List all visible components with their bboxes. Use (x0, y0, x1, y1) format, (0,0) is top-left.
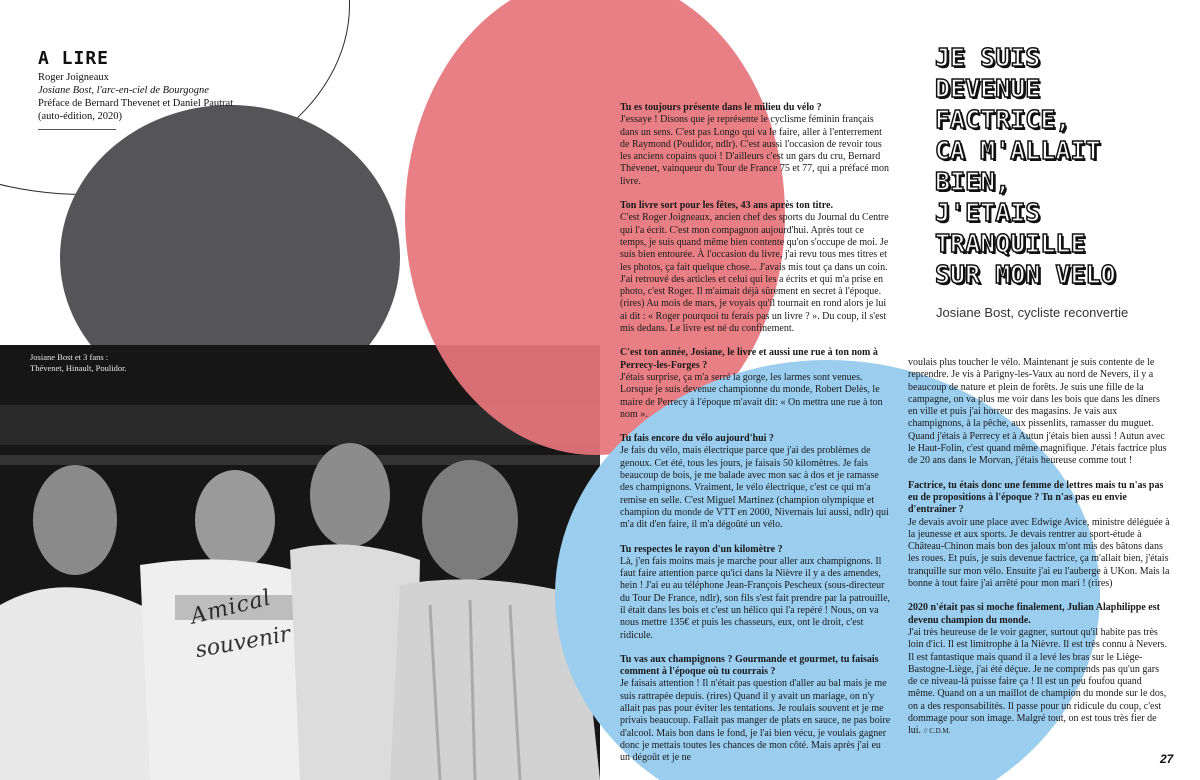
interview-question: Ton livre sort pour les fêtes, 43 ans après ton titre. (620, 200, 833, 212)
pull-quote-line: J'ETAIS (935, 198, 1041, 227)
photo-caption (30, 352, 180, 374)
pull-quote-line: FACTRICE, (935, 105, 1071, 134)
interview-column-right (908, 357, 1170, 750)
author-signoff: // C.D.M. (923, 727, 951, 736)
interview-answer: C'est Roger Joigneaux, ancien chef des sports du Journal du Centre qui l'a écrit. C'est mon compagnon aujourd'hui. Après tout ce temps, je suis quand même bien contente qu'on s'occupe de moi. Je suis bien entourée. À l'occasion du livre, j'ai revu tous mes titres et les photos, ça fait quelque chose... J'avais mis tout ça dans un coin. J'ai retrouvé des articles et celui qui les a écrits et qui m'a prise en photo, c'est Roger. Il m'aimait déjà sûrement en secret à l'époque. (rires) Au mois de mars, je voyais qu'il tournait en rond alors je lui ai dit : « Roger pourquoi tu ferais pas un livre ? ». Du coup, il s'est mis dedans. Le livre est né du confinement. (620, 212, 889, 335)
interview-question: Tu respectes le rayon d'un kilomètre ? (620, 543, 783, 555)
autograph-signature: souvenir (193, 621, 293, 664)
pull-quote-line: BIEN, (935, 167, 1011, 196)
interview-question: Tu fais encore du vélo aujourd'hui ? (620, 433, 774, 445)
pull-quote-line: JE SUIS (935, 43, 1041, 72)
page-number: 27 (1160, 752, 1174, 766)
interview-column-left (620, 102, 892, 777)
book-author: Roger Joigneaux (38, 72, 109, 83)
interview-answer: J'ai très heureuse de le voir gagner, surtout qu'il habite pas très loin d'ici. Il est limitrophe à la Nièvre. Il est très connu à Nevers. Il est fantastique mais quand il a levé les bras sur le Liège-Bastogne-Liège, j'ai été déçue. Je ne comprends pas qu'un gars de ce niveau-là puisse faire ça ! Il est un peu foufou quand même. Quand on a un maillot de champion du monde sur le dos, on a des responsabilités. Il passe pour un ridicule du coup, c'est dommage pour son image. Malgré tout, on est tous très fier de lui. (908, 626, 1167, 737)
photo-caption-line: Thévenet, Hinault, Poulidor. (30, 363, 127, 373)
pull-quote-line: SUR MON VELO (935, 260, 1116, 289)
pull-quote-line: DEVENUE (935, 74, 1041, 103)
quote-attribution: Josiane Bost, cycliste reconvertie (936, 305, 1129, 320)
reading-box (38, 48, 258, 130)
pull-quote-line: CA M'ALLAIT (935, 136, 1101, 165)
interview-question: C'est ton année, Josiane, le livre et aussi une rue à ton nom à Perrecy-les-Forges ? (620, 347, 878, 371)
interview-answer: voulais plus toucher le vélo. Maintenant je suis contente de le reprendre. Je vis à Parigny-les-Vaux au nord de Nevers, il y a beaucoup de nature et plein de forêts. Je suis une fille de la campagne, on va plus me voir dans les bois que dans les dîners en ville et puis j'ai horreur des magasins. Je vais aux champignons, à la pêche, aux pissenlits, ramasser du muguet. Quand j'étais à Perrecy et à Autun j'étais bien aussi ! Autun avec le Haut-Folin, c'est quand même magnifique. J'étais factrice plus de 20 ans dans le Morvan, j'étais heureuse comme tout ! (908, 357, 1167, 467)
book-preface: Préface de Bernard Thevenet et Daniel Pautrat (38, 98, 234, 109)
interview-question: Tu es toujours présente dans le milieu du vélo ? (620, 102, 822, 113)
interview-answer: Je fais du vélo, mais électrique parce que j'ai des problèmes de genoux. Cet été, tous les jours, je faisais 50 kilomètres. Je fais beaucoup de bois, je me balade avec mon sac à dos et je ramasse des champignons. Vraiment, le vélo électrique, c'est ce qui m'a remise en selle. C'est Miguel Martinez (champion olympique et champion du monde de VTT en 2000, Nivernais lui aussi, ndlr) qui m'a dit d'en faire, il m'a dégoûté un vélo. (620, 445, 889, 531)
photo-caption-line: Josiane Bost et 3 fans : (30, 352, 109, 362)
interview-answer: Je faisais attention ! Il n'était pas question d'aller au bal mais je me suis rattrapée depuis. (rires) Quand il y avait un mariage, on n'y allait pas pas pour éviter les tentations. Je roulais souvent et je me privais beaucoup. Fallait pas manger de plats en sauce, ne pas boire d'alcool. Mais bon dans le fond, je l'ai bien vécu, je voulais gagner donc je mettais toutes les chances de mon côté. Mais après j'ai eu un dégoût et je ne (620, 678, 891, 764)
pull-quote-line: TRANQUILLE (935, 229, 1086, 258)
interview-question: Factrice, tu étais donc une femme de lettres mais tu n'as pas eu de propositions à l'époque ? Tu n'as pas eu envie d'entraîner ? (908, 479, 1164, 516)
interview-answer: Là, j'en fais moins mais je marche pour aller aux champignons. Il faut faire attention parce qu'ici dans la Nièvre il y a des amendes, hein ! J'ai eu au téléphone Jean-François Pescheux (sous-directeur du Tour De France, ndlr), son fils s'est fait prendre par la patrouille, il était dans les bois et c'est un hélico qui l'a repéré ! Nous, on va nous mettre 135€ et puis les chasseurs, eux, ont le droit, c'est ridicule. (620, 555, 891, 641)
interview-answer: J'essaye ! Disons que je représente le cyclisme féminin français dans un sens. C'est pas Longo qui va le faire, aller à l'enterrement de Raymond (Poulidor, ndlr). C'est aussi l'occasion de revoir tous les anciens copains quoi ! D'ailleurs c'est un gars du cru, Bernard Thévenet, vainqueur du Tour de France 75 et 77, qui a préfacé mon livre. (620, 114, 890, 187)
divider (38, 129, 116, 130)
autograph-signature: Amical (188, 585, 275, 630)
interview-answer: J'étais surprise, ça m'a serré la gorge, les larmes sont venues. Lorsque je suis devenue championne du monde, Robert Delès, le maire de Perrecy à l'époque m'avait dit: « On mettra une rue à ton nom ». (620, 371, 883, 420)
book-edition: (auto-édition, 2020) (38, 111, 122, 122)
interview-question: Tu vas aux champignons ? Gourmande et gourmet, tu faisais comment à l'époque où tu courrais ? (620, 653, 879, 678)
pull-quote (935, 42, 1185, 290)
interview-question: 2020 n'était pas si moche finalement, Julian Alaphilippe est devenu champion du monde. (908, 602, 1160, 626)
interview-answer: Je devais avoir une place avec Edwige Avice, ministre déléguée à la jeunesse et aux sports. Je devais rentrer au sport-étude à Château-Chinon mais bon des jaloux m'ont mis des bâtons dans les roues. Et puis, je suis devenue factrice, ça m'allait bien, j'étais tranquille sur mon vélo. Ensuite j'ai eu l'auberge à UKon. Mais la bonne à tout faire j'ai arrêté pour mon mari ! (rires) (908, 516, 1170, 590)
book-title: Josiane Bost, l'arc-en-ciel de Bourgogne (38, 85, 209, 96)
reading-box-heading: A LIRE (38, 48, 110, 69)
